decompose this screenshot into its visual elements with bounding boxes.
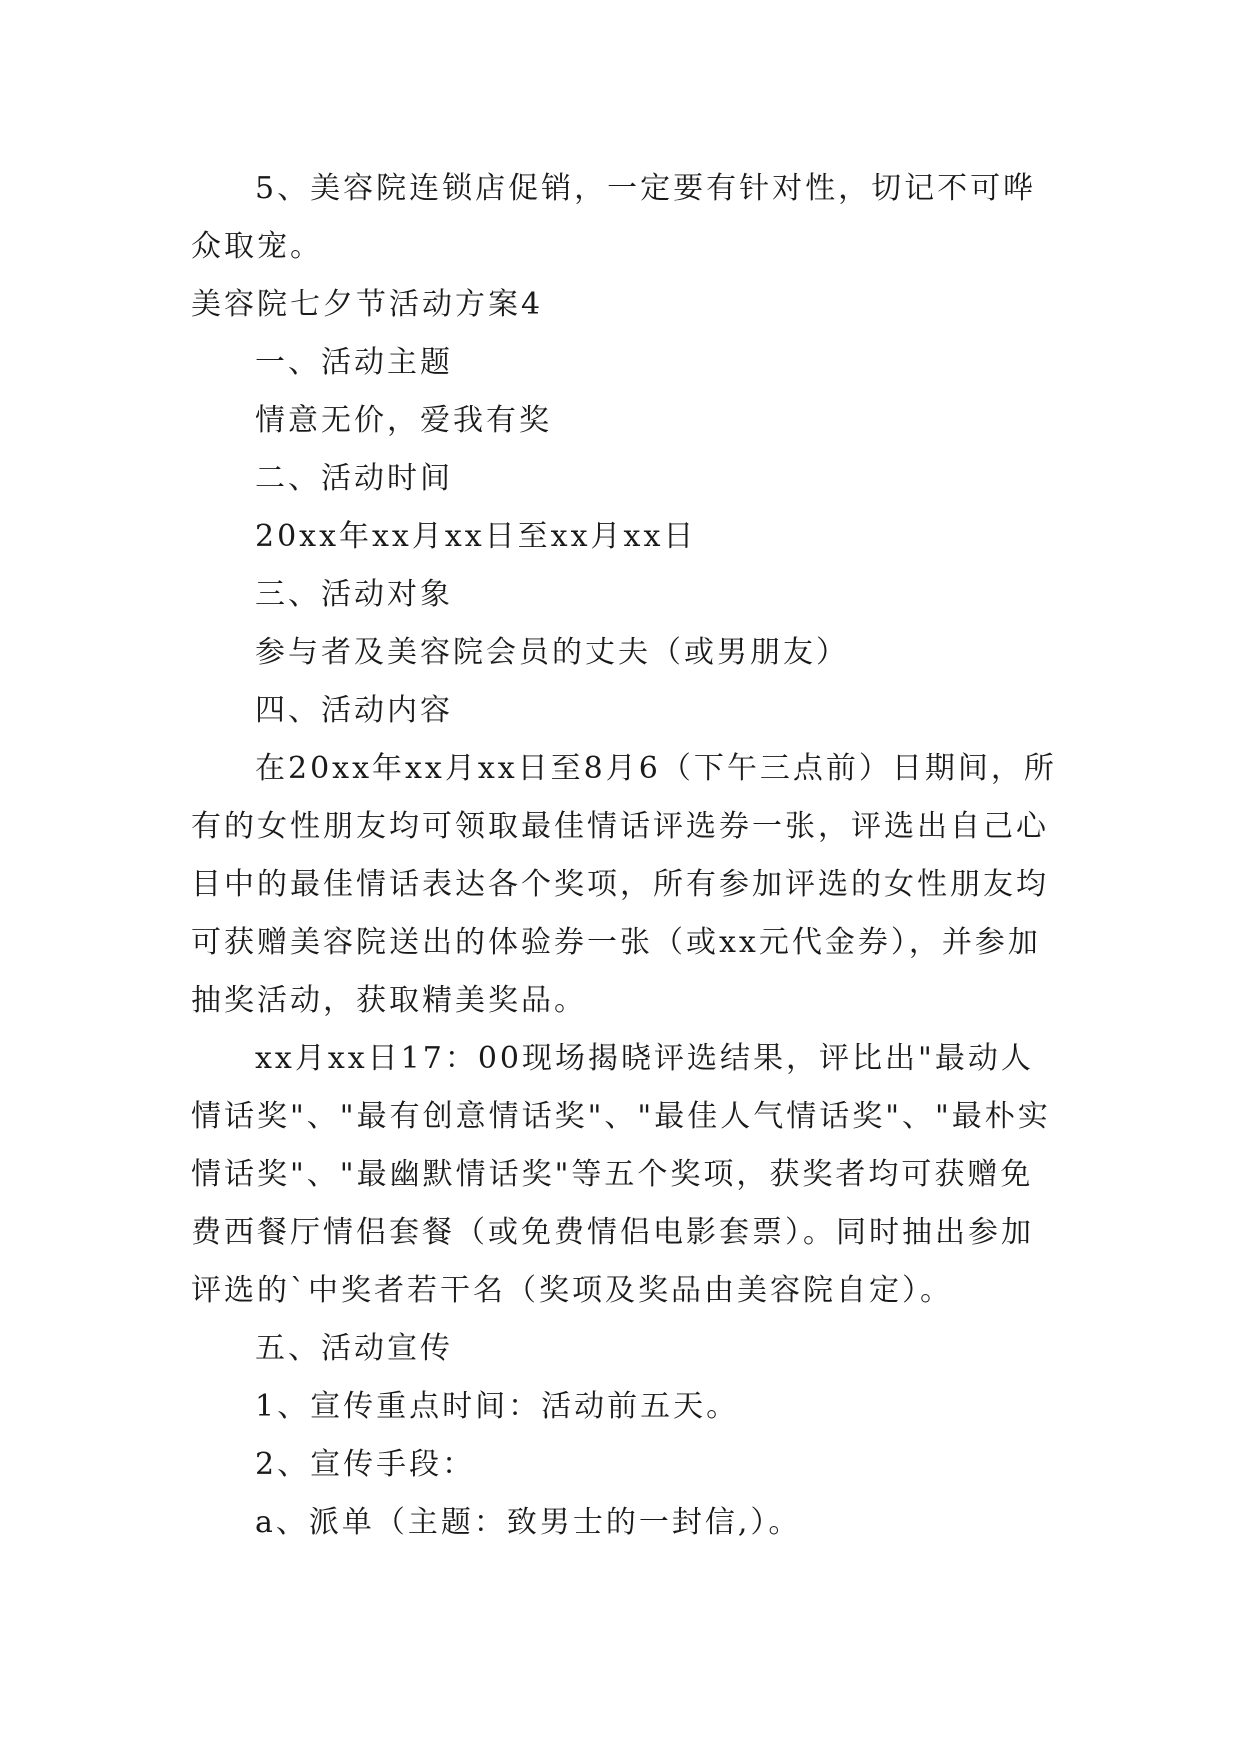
- paragraph-target: 参与者及美容院会员的丈夫（或男朋友）: [255, 635, 849, 670]
- paragraph-promotion-a: a、派单（主题：致男士的一封信,）。: [255, 1505, 802, 1540]
- heading-activity-content: 四、活动内容: [255, 693, 453, 728]
- paragraph-promotion-2: 2、宣传手段：: [255, 1447, 476, 1482]
- document-body: [191, 160, 1059, 1552]
- paragraph-item-5: 5、美容院连锁店促销，一定要有针对性，切记不可哗众取宠。: [191, 171, 1037, 264]
- section-title: 美容院七夕节活动方案4: [191, 287, 544, 322]
- paragraph-content-2: xx月xx日17：00现场揭晓评选结果，评比出"最动人情话奖"、"最有创意情话奖"、"最佳人气情话奖"、"最朴实情话奖"、"最幽默情话奖"等五个奖项，获奖者均可获赠免费西餐厅情侣套餐（或免费情侣电影套票）。同时抽出参加评选的`中奖者若干名（奖项及奖品由美容院自定）。: [191, 1041, 1051, 1308]
- paragraph-content-1: 在20xx年xx月xx日至8月6（下午三点前）日期间，所有的女性朋友均可领取最佳情话评选券一张，评选出自己心目中的最佳情话表达各个奖项，所有参加评选的女性朋友均可获赠美容院送出的体验券一张（或xx元代金券），并参加抽奖活动，获取精美奖品。: [191, 751, 1057, 1018]
- paragraph-theme: 情意无价，爱我有奖: [255, 403, 552, 438]
- heading-activity-target: 三、活动对象: [255, 577, 453, 612]
- heading-activity-theme: 一、活动主题: [255, 345, 453, 380]
- heading-activity-promotion: 五、活动宣传: [255, 1331, 453, 1366]
- heading-activity-time: 二、活动时间: [255, 461, 453, 496]
- paragraph-promotion-1: 1、宣传重点时间：活动前五天。: [255, 1389, 740, 1424]
- paragraph-time: 20xx年xx月xx日至xx月xx日: [255, 519, 697, 554]
